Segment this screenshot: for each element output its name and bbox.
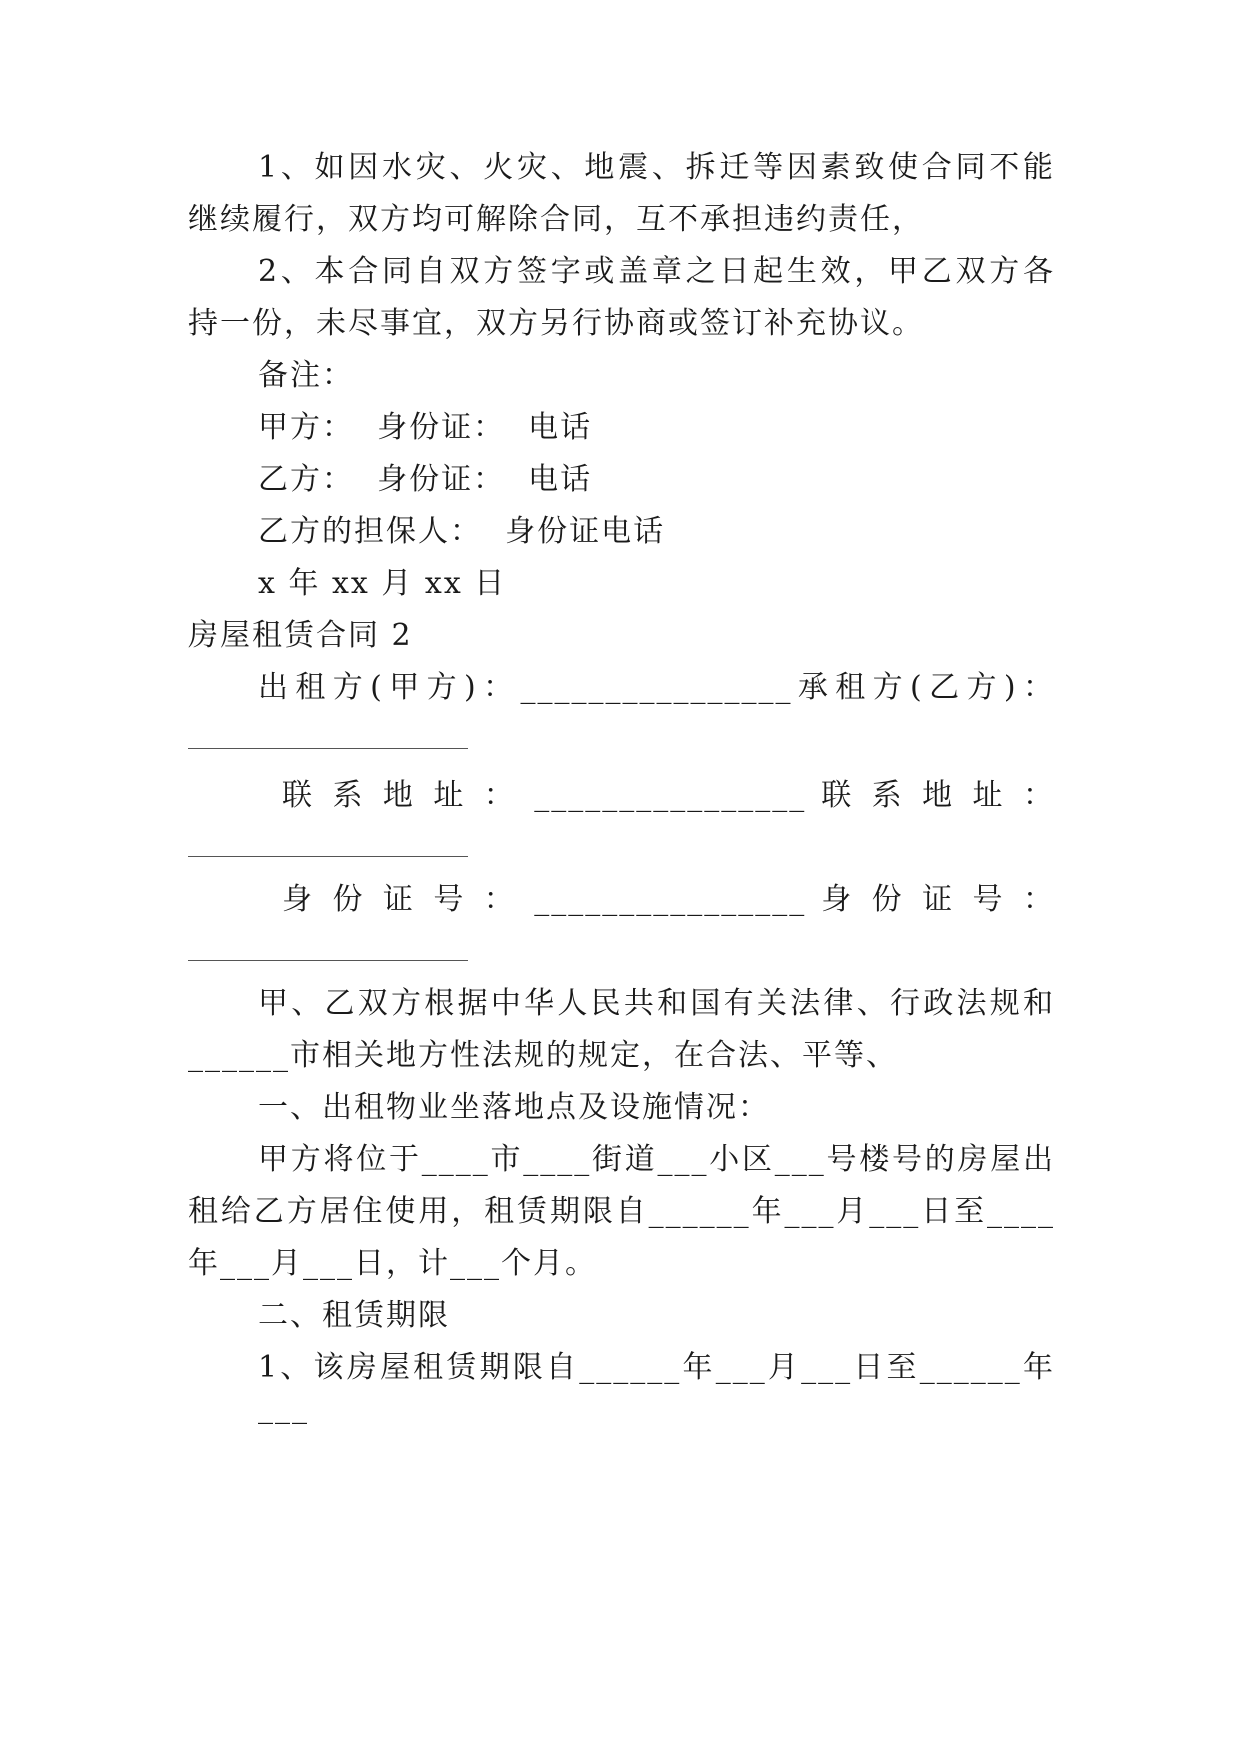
paragraph-line: 甲方将位于____市____街道___小区___号楼号的房屋出 (258, 1142, 1055, 1177)
section-heading: 二、租赁期限 (258, 1298, 450, 1333)
paragraph-line: 继续履行，双方均可解除合同，互不承担违约责任， (188, 202, 924, 237)
date-line: x 年 xx 月 xx 日 (258, 566, 507, 601)
lessor-lessee-line: 出租方(甲方)：________________承租方(乙方)： (258, 670, 1055, 705)
address-line: 联 系 地 址 ： ________________ 联 系 地 址 ： (282, 778, 1055, 813)
party-a-line: 甲方： 身份证： 电话 (258, 410, 593, 445)
guarantor-line: 乙方的担保人： 身份证电话 (258, 514, 666, 549)
paragraph-line: 1、如因水灾、火灾、地震、拆迁等因素致使合同不能 (258, 150, 1055, 185)
contract-title: 房屋租赁合同 2 (188, 618, 413, 653)
blank-underline (188, 960, 468, 961)
remarks-label: 备注： (258, 358, 354, 393)
paragraph-line: 年___月___日，计___个月。 (188, 1246, 597, 1281)
paragraph-line: 持一份，未尽事宜，双方另行协商或签订补充协议。 (188, 306, 924, 341)
id-number-line: 身 份 证 号 ： ________________ 身 份 证 号 ： (282, 882, 1055, 917)
section-heading: 一、出租物业坐落地点及设施情况： (258, 1090, 770, 1125)
paragraph-line: 甲、乙双方根据中华人民共和国有关法律、行政法规和 (258, 986, 1055, 1021)
paragraph-line: 1、该房屋租赁期限自______年___月___日至______年___ (258, 1350, 1055, 1425)
blank-underline (188, 856, 468, 857)
party-b-line: 乙方： 身份证： 电话 (258, 462, 593, 497)
paragraph-line: 租给乙方居住使用，租赁期限自______年___月___日至____ (188, 1194, 1055, 1229)
blank-underline (188, 748, 468, 749)
paragraph-line: 2、本合同自双方签字或盖章之日起生效，甲乙双方各 (258, 254, 1055, 289)
paragraph-line: ______市相关地方性法规的规定，在合法、平等、 (188, 1038, 898, 1073)
